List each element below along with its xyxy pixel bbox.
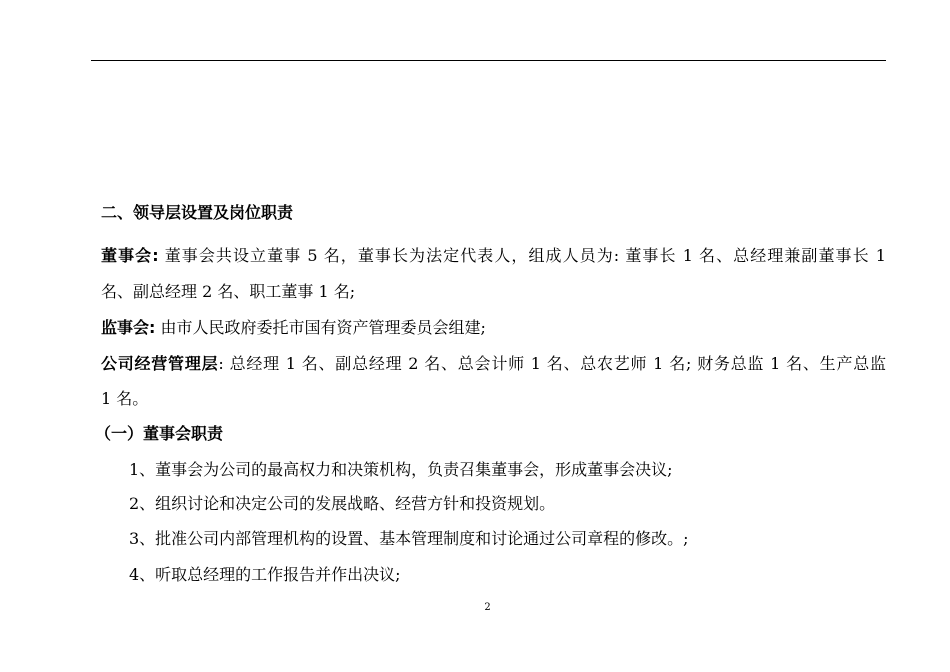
supervisors-label: 监事会: <box>101 318 156 337</box>
duty-item-4: 4、听取总经理的工作报告并作出决议; <box>129 565 401 584</box>
section-title: 二、领导层设置及岗位职责 <box>101 203 294 222</box>
page-number: 2 <box>484 602 491 613</box>
supervisors-paragraph <box>101 318 486 338</box>
board-paragraph-line-2: 名、副总经理 2 名、职工董事 1 名; <box>101 282 356 301</box>
duty-item-2: 2、组织讨论和决定公司的发展战略、经营方针和投资规划。 <box>129 494 556 513</box>
board-label: 董事会: <box>101 246 159 265</box>
management-paragraph-line-1 <box>101 354 886 374</box>
board-text-1: 董事会共设立董事 5 名，董事长为法定代表人，组成人员为: 董事长 1 名、总经理兼副董事长 1 <box>158 246 886 265</box>
board-paragraph-line-1 <box>101 246 886 266</box>
management-label: 公司经营管理层 <box>101 354 219 373</box>
management-paragraph-line-2: 1 名。 <box>101 389 149 408</box>
header-rule <box>91 60 886 61</box>
management-text-1: : 总经理 1 名、副总经理 2 名、总会计师 1 名、总农艺师 1 名; 财务总监 1 名、生产总监 <box>218 354 886 373</box>
supervisors-text: 由市人民政府委托市国有资产管理委员会组建; <box>155 318 486 337</box>
duty-item-3: 3、批准公司内部管理机构的设置、基本管理制度和讨论通过公司章程的修改。; <box>129 529 689 548</box>
subsection-title: （一）董事会职责 <box>95 424 224 443</box>
duty-item-1: 1、董事会为公司的最高权力和决策机构，负责召集董事会，形成董事会决议; <box>129 460 673 479</box>
